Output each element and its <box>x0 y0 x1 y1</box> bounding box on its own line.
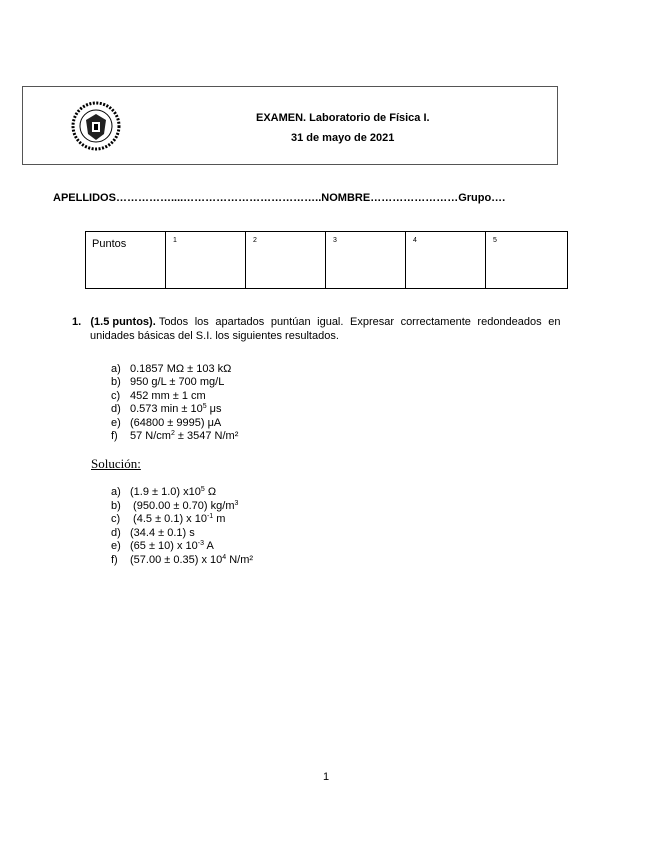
solution-item-text: (1.9 ± 1.0) x10 <box>130 486 201 498</box>
item <box>111 403 222 415</box>
solution-item <box>111 513 225 525</box>
nombre-label: NOMBRE <box>321 192 371 204</box>
item-suffix: ± 3547 N/m² <box>174 430 239 442</box>
score-table <box>85 231 568 289</box>
item <box>111 363 231 375</box>
solution-item-label: a) <box>111 486 121 498</box>
item-label: a) <box>111 363 121 375</box>
university-seal-icon <box>70 100 122 152</box>
solution-item-exponent: -3 <box>197 540 205 548</box>
solution-item-exponent: -1 <box>206 513 214 521</box>
score-cell-label: Puntos <box>86 232 166 289</box>
item-text: 0.573 min ± 10 <box>130 403 203 416</box>
solution-item-label: b) <box>111 499 121 512</box>
item-text: (64800 ± 9995) μA <box>130 416 222 429</box>
item-label: b) <box>111 376 121 389</box>
solution-item-exponent: 3 <box>234 499 239 507</box>
solution-item-text: (65 ± 10) x 10 <box>130 540 198 553</box>
solution-item-label: f) <box>111 554 118 566</box>
solution-item <box>111 486 216 498</box>
student-info-line <box>53 192 505 204</box>
score-cell-2: 2 <box>246 232 326 289</box>
score-cell-4: 4 <box>406 232 486 289</box>
solution-item-label: e) <box>111 540 121 553</box>
solution-item-label: c) <box>111 513 121 526</box>
item-text: 452 mm ± 1 cm <box>130 389 206 402</box>
page-number: 1 <box>323 771 330 783</box>
item <box>111 417 221 429</box>
solution-item-suffix: N/m² <box>226 554 254 566</box>
item <box>111 376 224 388</box>
score-cell-5: 5 <box>486 232 568 289</box>
header-box <box>22 86 558 165</box>
nombre-field[interactable]: …………………… <box>370 192 459 204</box>
item-exponent: 2 <box>170 430 175 437</box>
solution-item-text: (950.00 ± 0.70) kg/m <box>130 499 235 512</box>
item-text: 950 g/L ± 700 mg/L <box>130 376 225 389</box>
apellidos-label: APELLIDOS <box>53 192 116 204</box>
item-suffix: μs <box>206 403 222 416</box>
solution-item <box>111 540 214 552</box>
score-cell-1: 1 <box>166 232 246 289</box>
item-exponent: 5 <box>202 403 207 411</box>
exam-date: 31 de mayo de 2021 <box>291 132 395 144</box>
question-line-1 <box>72 316 560 328</box>
solution-item-text: (4.5 ± 0.1) x 10 <box>130 513 207 526</box>
item-label: c) <box>111 389 121 402</box>
apellidos-field[interactable]: ……………....……………………………….. <box>115 192 322 204</box>
solution-item-exponent: 4 <box>222 554 227 561</box>
question-number: 1. <box>72 316 82 328</box>
solution-item-suffix: Ω <box>204 486 217 498</box>
item <box>111 390 206 402</box>
solution-item-label: d) <box>111 526 121 539</box>
solution-item <box>111 500 238 512</box>
solution-title: Solución: <box>91 456 141 471</box>
item-text: 57 N/cm <box>130 430 171 442</box>
item-label: d) <box>111 403 121 416</box>
item-label: e) <box>111 416 121 429</box>
solution-item-suffix: m <box>213 513 226 526</box>
question-line-2: unidades básicas del S.I. los siguientes resultados. <box>90 330 339 342</box>
question-points: (1.5 puntos). <box>90 316 156 328</box>
item-text: 0.1857 MΩ ± 103 kΩ <box>130 363 232 375</box>
item-label: f) <box>111 430 118 442</box>
grupo-label[interactable]: Grupo…. <box>458 192 506 204</box>
solution-item-text: (34.4 ± 0.1) s <box>130 526 195 539</box>
score-cell-3: 3 <box>326 232 406 289</box>
solution-item-suffix: A <box>204 540 214 553</box>
solution-item-text: (57.00 ± 0.35) x 10 <box>130 554 223 566</box>
solution-item-exponent: 5 <box>200 486 205 493</box>
question-text: Todos los apartados puntúan igual. Expresar correctamente redondeados en <box>158 316 561 328</box>
solution-item <box>111 554 253 566</box>
exam-title: EXAMEN. Laboratorio de Física I. <box>256 112 430 124</box>
solution-item <box>111 527 195 539</box>
item <box>111 430 238 442</box>
